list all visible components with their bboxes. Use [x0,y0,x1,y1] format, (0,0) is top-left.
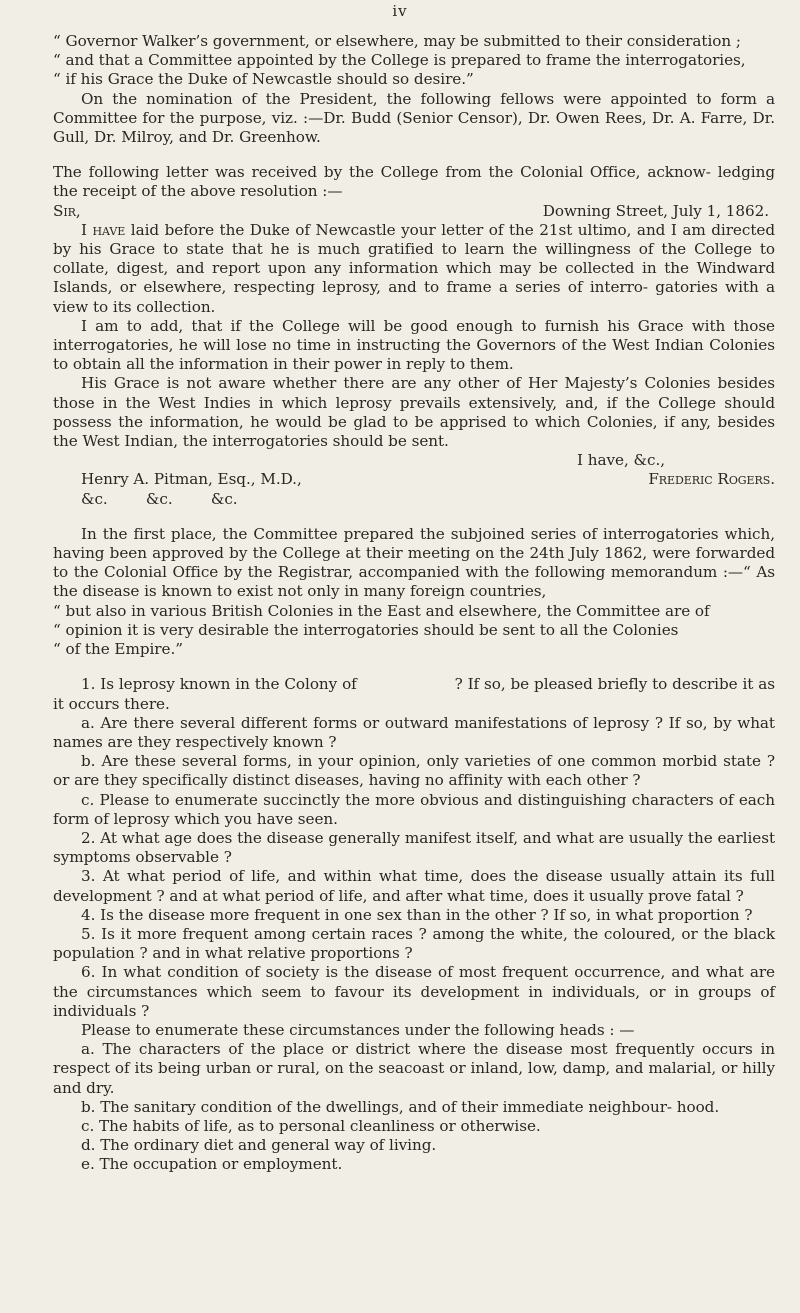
question-6-lead: Please to enumerate these circumstances under the following heads : — [81,1020,635,1039]
letter-paragraph-1 [53,221,775,317]
memo-quote-line: “ opinion it is very desirable the interrogatories should be sent to all the Colonies [53,620,679,639]
intro-quote-line: “ if his Grace the Duke of Newcastle should so desire.” [53,70,474,89]
question-6c: c. The habits of life, as to personal cleanliness or otherwise. [81,1116,541,1135]
question-6a: a. The characters of the place or district where the disease most frequently occurs in respect of its being urban or rural, on the seacoast or inland, low, damp, and malarial, or hilly and dry. [53,1040,775,1097]
letter-paragraph-3: His Grace is not aware whether there are any other of Her Majesty’s Colonies besides those in the West Indies in which leprosy prevails extensively, and, if the College should possess the information, he would be glad to be apprised to which Colonies, if any, besides the West Indian, the interrogatories should be sent. [53,374,775,451]
letter-lead-in: I have [81,220,126,239]
question-4: 4. Is the disease more frequent in one sex than in the other ? If so, in what proportion ? [81,905,753,924]
page-body [53,32,780,1175]
intro-quote-line: “ and that a Committee appointed by the College is prepared to frame the interrogatories, [53,51,746,70]
question-1a: a. Are there several different forms or outward manifestations of leprosy ? If so, by what names are they respectively known ? [53,713,775,751]
question-1: 1. Is leprosy known in the Colony of ? If so, be pleased briefly to describe it as it occurs there. [53,675,780,713]
letter-signature-row [53,470,775,489]
memo-quote-line: “ but also in various British Colonies in the East and elsewhere, the Committee are of [53,601,710,620]
question-6e: e. The occupation or employment. [81,1155,343,1174]
letter-paragraph-1-text: laid before the Duke of Newcastle your letter of the 21st ultimo, and I am directed by his Grace to state that he is much gratified to learn the willingness of the College to collate, digest, and report upon any information which may be collected in the Windward Islands, or elsewhere, respecting leprosy, and to frame a series of interro- gatories with a view to its collection. [53,220,775,316]
letter-signatory: Frederic Rogers. [648,470,775,489]
letter-place-date: Downing Street, July 1, 1862. [542,201,769,220]
letter-paragraph-2: I am to add, that if the College will be good enough to furnish his Grace with those interrogatories, he will lose no time in instructing the Governors of the West Indian Colonies to obtain all the information in their power in reply to them. [53,316,775,374]
question-6b: b. The sanitary condition of the dwellings, and of their immediate neighbour- hood. [81,1097,720,1116]
letter-salutation: Sir, [53,201,81,220]
letter-header [53,202,775,221]
question-1c: c. Please to enumerate succinctly the more obvious and distinguishing characters of each form of leprosy which you have seen. [53,790,775,828]
first-place-paragraph: In the first place, the Committee prepared the subjoined series of interrogatories which, having been approved by the College at their meeting on the 24th July 1862, were forwarded to the Colonial Office by the Registrar, accompanied with the following memorandum :—“ As the disease is known to exist not only in many foreign countries, [53,524,775,601]
question-6: 6. In what condition of society is the disease of most frequent occurrence, and what are the circumstances which seem to favour its development in individuals, or in groups of individuals ? [53,963,775,1020]
letter-closing: I have, &c., [577,451,665,470]
committee-paragraph: On the nomination of the President, the following fellows were appointed to form a Committee for the purpose, viz. :—Dr. Budd (Senior Censor), Dr. Owen Rees, Dr. A. Farre, Dr. Gull, Dr. Milroy, and Dr. Greenhow. [53,89,775,147]
memo-quote-line: “ of the Empire.” [53,640,183,659]
question-5: 5. Is it more frequent among certain races ? among the white, the coloured, or the black population ? and in what relative proportions ? [53,924,775,963]
letter-etc: &c. &c. &c. [81,489,238,508]
question-3: 3. At what period of life, and within what time, does the disease usually attain its full development ? and at what period of life, and after what time, does it usually prove fatal ? [53,867,775,905]
intro-quote-line: “ Governor Walker’s government, or elsewhere, may be submitted to their consideration ; [53,32,741,50]
question-2: 2. At what age does the disease generally manifest itself, and what are usually the earliest symptoms observable ? [53,828,775,867]
page-number: iv [392,2,408,20]
letter-intro: The following letter was received by the College from the Colonial Office, acknow- ledging the receipt of the above resolution :— [53,163,775,201]
question-6d: d. The ordinary diet and general way of living. [81,1136,437,1155]
letter-addressee: Henry A. Pitman, Esq., M.D., [81,470,302,489]
question-1b: b. Are these several forms, in your opinion, only varieties of one common morbid state ? or are they specifically distinct diseases, having no affinity with each other ? [53,752,775,790]
